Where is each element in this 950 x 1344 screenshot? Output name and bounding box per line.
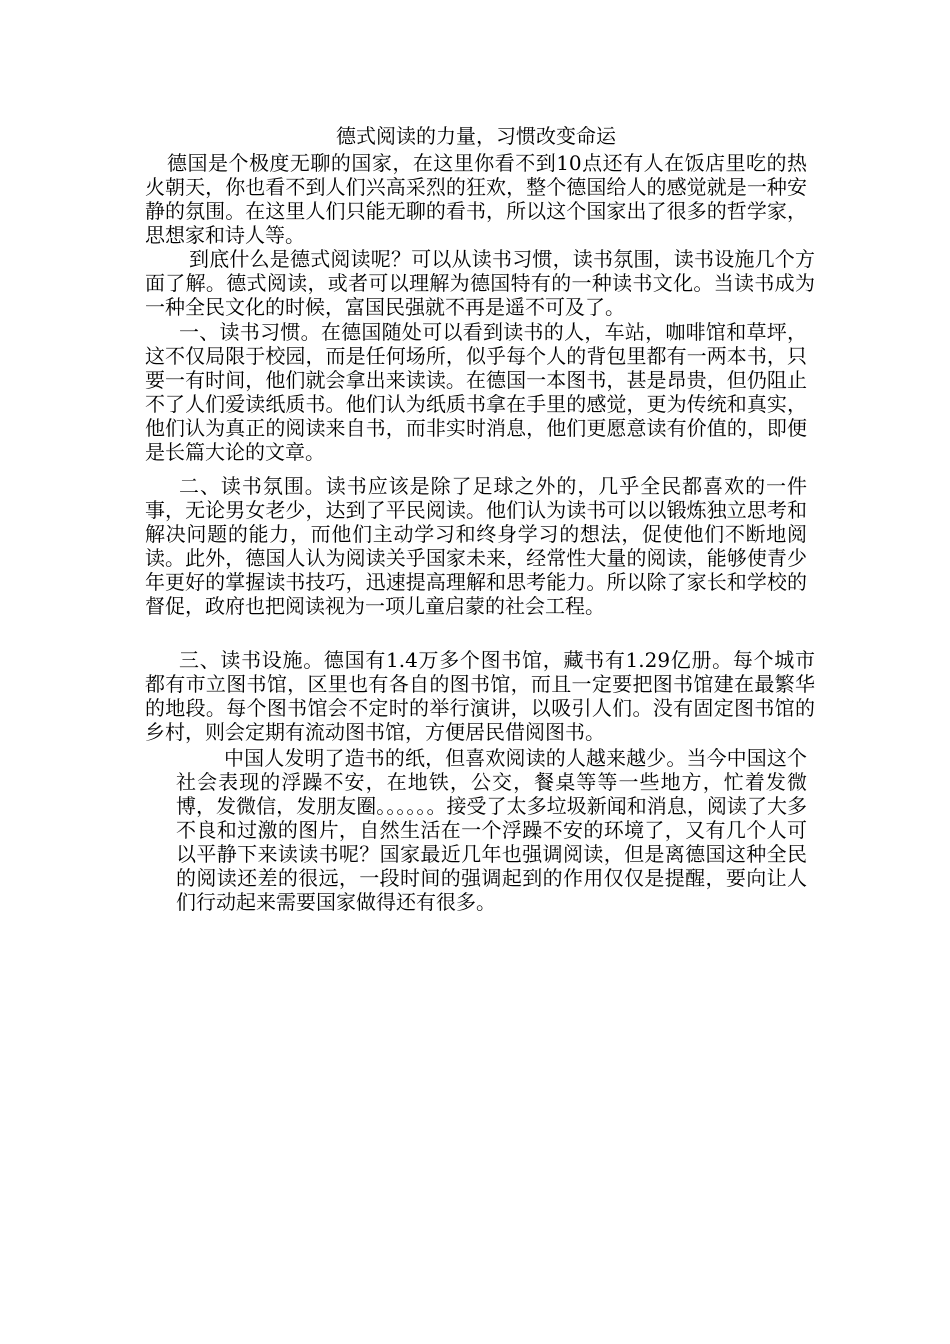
paragraph-intro: 德国是个极度无聊的国家，在这里你看不到10点还有人在饭店里吃的热火朝天，你也看不到人们兴高采烈的狂欢，整个德国给人的感觉就是一种安静的氛围。在这里人们只能无聊的看书，所以这个国家出了很多的哲学家，思想家和诗人等。 (145, 151, 807, 247)
paragraph-reading-habits: 一、读书习惯。在德国随处可以看到读书的人，车站，咖啡馆和草坪，这不仅局限于校园，而是任何场所，似乎每个人的背包里都有一两本书，只要一有时间，他们就会拿出来读读。在德国一本图书，甚是昂贵，但仍阻止不了人们爱读纸质书。他们认为纸质书拿在手里的感觉，更为传统和真实，他们认为真正的阅读来自书，而非实时消息，他们更愿意读有价值的，即便是长篇大论的文章。 (145, 320, 807, 464)
paragraph-china-comparison: 中国人发明了造书的纸，但喜欢阅读的人越来越少。当今中国这个社会表现的浮躁不安，在地铁，公交，餐桌等等一些地方，忙着发微博，发微信，发朋友圈。。。。。。接受了太多垃圾新闻和消息，阅读了大多不良和过激的图片，自然生活在一个浮躁不安的环境了，又有几个人可以平静下来读读书呢？国家最近几年也强调阅读，但是离德国这种全民的阅读还差的很远，一段时间的强调起到的作用仅仅是提醒，要向让人们行动起来需要国家做得还有很多。 (176, 746, 807, 914)
paragraph-reading-atmosphere: 二、读书氛围。读书应该是除了足球之外的，几乎全民都喜欢的一件事，无论男女老少，达到了平民阅读。他们认为读书可以以锻炼独立思考和解决问题的能力，而他们主动学习和终身学习的想法，促使他们不断地阅读。此外，德国人认为阅读关乎国家未来，经常性大量的阅读，能够使青少年更好的掌握读书技巧，迅速提高理解和思考能力。所以除了家长和学校的督促，政府也把阅读视为一项儿童启蒙的社会工程。 (145, 474, 807, 618)
document-title: 德式阅读的力量，习惯改变命运 (336, 124, 616, 148)
paragraph-definition: 到底什么是德式阅读呢？可以从读书习惯，读书氛围，读书设施几个方面了解。德式阅读，或者可以理解为德国特有的一种读书文化。当读书成为一种全民文化的时候，富国民强就不再是遥不可及了。 (145, 247, 815, 319)
paragraph-reading-facilities: 三、读书设施。德国有1.4万多个图书馆，藏书有1.29亿册。每个城市都有市立图书馆，区里也有各自的图书馆，而且一定要把图书馆建在最繁华的地段。每个图书馆会不定时的举行演讲，以吸引人们。没有固定图书馆的乡村，则会定期有流动图书馆，方便居民借阅图书。 (145, 648, 815, 744)
